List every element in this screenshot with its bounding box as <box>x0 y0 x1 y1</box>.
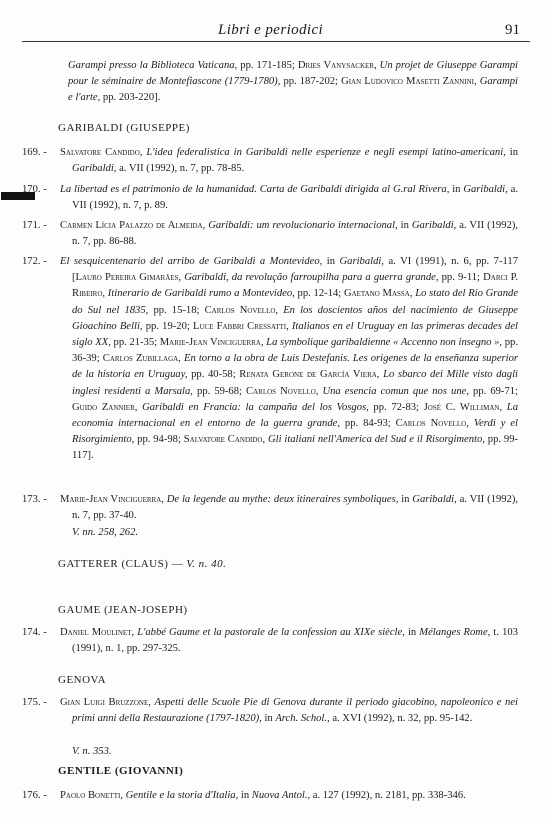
entry-text-part: Marie-Jean Vinciguerra, <box>159 337 267 349</box>
entry-172 <box>60 254 518 465</box>
entry-text-part: V. n. 353. <box>72 746 112 757</box>
entry-text-part: a. VII (1992), n. 7, pp. 86-88. <box>72 220 518 248</box>
entry-text-part: in <box>509 147 518 158</box>
entry-text-part: pp. 187-202; <box>283 76 342 88</box>
entry-text-part: Garibaldi en Francia: la campaña del los Vosgos, <box>142 401 374 413</box>
entry-text-part: Guido Zannier, <box>72 401 143 413</box>
entry-text-part: De la legende au mythe: deux itineraires symboliques, <box>166 494 402 505</box>
entry-text-part: in <box>326 256 340 267</box>
section-heading-garibaldi: GARIBALDI (GIUSEPPE) <box>58 122 190 134</box>
entry-text-part: Darci P. Ribeiro, <box>72 272 519 300</box>
entry-175 <box>60 695 518 727</box>
entry-176 <box>60 788 518 804</box>
entry-173 <box>60 492 518 524</box>
entry-text-part: Salvatore Candido, <box>60 147 147 158</box>
entry-number: 173. - <box>22 494 47 505</box>
entry-text-part: t. 103 (1991), n. 1, pp. 297-325. <box>72 627 518 655</box>
header-rule <box>22 41 530 42</box>
entry-text-part: pp. 72-83; <box>373 401 424 413</box>
entry-text-part: En torno a la obra de Luis Destefanis. Les origenes de la enseñanza superior de la historia en Uruguay, <box>72 353 519 381</box>
entry-text-part: a. 127 (1992), n. 2181, pp. 338-346. <box>312 790 466 801</box>
entry-text-part: Garibaldi: um revolucionario internacional, <box>208 220 401 231</box>
entry-text-part: Arch. Schol., <box>275 713 333 725</box>
entry-text-part: pp. 171-185; <box>240 60 298 71</box>
entry-text-part: in <box>264 713 276 725</box>
entry-173-see-also <box>72 525 372 541</box>
entry-text-part: Carlos Zubillaga, <box>102 353 184 365</box>
entry-text-part: Garibaldi, <box>411 220 460 231</box>
entry-number: 174. - <box>22 627 47 638</box>
section-heading-gentile: GENTILE (GIOVANNI) <box>58 765 184 777</box>
entry-text-part: pp. 12-14; <box>297 288 344 300</box>
entry-text-part: in <box>407 627 420 638</box>
entry-text-part: Itinerario de Garibaldi rumo a Montevideo, <box>107 288 298 300</box>
entry-text-part: Dries Vanysacker, <box>297 60 380 71</box>
entry-text-part: in <box>240 790 252 801</box>
entry-continuation <box>68 58 518 107</box>
entry-174 <box>60 625 518 657</box>
entry-text-part: Lauro Pereira Gimarães, <box>75 272 185 284</box>
entry-text-part: Carlos Novello, <box>395 418 474 430</box>
entry-text-part: Garibaldi, <box>463 184 511 195</box>
entry-number: 176. - <box>22 790 47 801</box>
entry-169 <box>60 145 518 177</box>
entry-text-part: Gian Ludovico Masetti Zannini, <box>341 76 480 88</box>
entry-text-part: V. n. 40. <box>186 558 227 570</box>
entry-text-part: Carlos Novello, <box>246 385 323 397</box>
entry-text-part: L'abbé Gaume et la pastorale de la confession au XIXe siècle, <box>137 627 408 638</box>
entry-text-part: pp. 203-220]. <box>102 92 161 104</box>
entry-text-part: Daniel Moulinet, <box>60 627 138 638</box>
entry-text-part: a. XVI (1992), n. 32, pp. 95-142. <box>332 713 473 725</box>
entry-text-part: pp. 94-98; <box>137 434 184 446</box>
entry-text-part: Italianos en el Uruguay en las primeras decades del siglo XX, <box>72 320 518 349</box>
entry-number: 170. - <box>22 184 47 195</box>
section-heading-genova: GENOVA <box>58 674 107 686</box>
running-header <box>22 0 530 42</box>
section-heading-gatterer <box>58 558 226 570</box>
section-heading-gaume: GAUME (JEAN-JOSEPH) <box>58 604 188 616</box>
entry-text-part: Garibaldi, <box>412 494 460 505</box>
entry-text-part: pp. 19-20; <box>145 320 193 332</box>
entry-text-part: a. VII (1992), n. 7, pp. 78-85. <box>119 163 245 175</box>
entry-text-part: pp. 40-58; <box>191 369 240 381</box>
running-title: Libri e periodici <box>218 22 324 38</box>
entry-text-part: La libertad es el patrimonio de la humanidad. Carta de Garibaldi dirigida al G.ral Rivera, <box>60 184 453 195</box>
entry-text-part: Garibaldi, da revolução farroupilha para a guerra grande, <box>184 272 442 284</box>
entry-text-part: La symbolique garibaldienne « Accenno non insegno », <box>266 337 505 349</box>
entry-text-part: Un projet de Giuseppe Garampi pour le séminaire de Montefiascone (1779-1780), <box>68 60 518 88</box>
entry-text-part: Gian Luigi Bruzzone, <box>60 697 155 708</box>
entry-text-part: Gentile e la storia d'Italia, <box>125 790 241 801</box>
entry-text-part: a. VII (1992), n. 7, p. 89. <box>72 184 518 212</box>
entry-text-part: Garibaldi, <box>72 163 120 175</box>
entry-text-part: José C. Williman, <box>423 401 507 413</box>
entry-text-part: Marie-Jean Vinciguerra, <box>60 494 167 505</box>
entry-text-part: Lo sbarco dei Mille visto dagli inglesi residenti a Marsala, <box>72 369 518 397</box>
entry-text-part: Gli italiani nell'America del Sud e il Risorgimento, <box>267 434 488 446</box>
entry-text-part: Paolo Bonetti, <box>60 790 126 801</box>
entry-text-part: Carmen Lícia Palazzo de Almeida, <box>60 220 209 231</box>
entry-175-see-also <box>72 744 372 760</box>
entry-text-part: pp. 99-117]. <box>72 434 519 462</box>
entry-text-part: Mélanges Rome, <box>419 627 494 638</box>
entry-text-part: in <box>401 494 413 505</box>
entry-text-part: GATTERER (CLAUS) — <box>58 558 187 570</box>
entry-text-part: pp. 36-39; <box>72 337 518 365</box>
entry-text-part: pp. 9-11; <box>441 272 484 284</box>
entry-text-part: Garampi presso la Biblioteca Vaticana, <box>68 60 241 71</box>
entry-text-part: Nuova Antol., <box>251 790 313 801</box>
page-number: 91 <box>505 22 520 38</box>
entry-text-part: Garibaldi, <box>339 256 389 267</box>
entry-text-part: V. nn. 258, 262. <box>72 527 139 538</box>
entry-170 <box>60 182 518 214</box>
entry-text-part: a. VI (1991), n. 6, pp. 7-117 [ <box>72 256 518 284</box>
entry-number: 172. - <box>22 256 47 267</box>
entry-text-part: pp. 21-35; <box>113 337 160 349</box>
entry-text-part: Lo stato del Rio Grande do Sul nel 1835, <box>72 288 519 316</box>
entry-text-part: pp. 59-68; <box>197 385 247 397</box>
entry-text-part: pp. 69-71; <box>473 385 518 397</box>
entry-text-part: Garampi e l'arte, <box>68 76 518 104</box>
entry-text-part: in <box>452 184 464 195</box>
entry-text-part: pp. 15-18; <box>153 304 205 316</box>
entry-text-part: pp. 84-93; <box>344 418 396 430</box>
entry-text-part: En los doscientos años del nacimiento de Giuseppe Gioachino Belli, <box>72 304 518 332</box>
entry-text-part: La economia internacional en el entorno de la guerra grande, <box>72 401 518 430</box>
entry-text-part: Una esencia comun que nos une, <box>322 385 474 397</box>
entry-number: 169. - <box>22 147 47 158</box>
entry-number: 171. - <box>22 220 47 231</box>
entry-text-part: L'idea federalistica in Garibaldi nelle esperienze e negli esempi latino-americani, <box>146 147 510 158</box>
entry-text-part: Carlos Novello, <box>204 304 284 316</box>
entry-text-part: a. VII (1992), n. 7, pp. 37-40. <box>72 494 519 522</box>
entry-text-part: in <box>400 220 412 231</box>
entry-171 <box>60 218 518 250</box>
entry-text-part: Gaetano Massa, <box>343 288 416 300</box>
entry-number: 175. - <box>22 697 47 708</box>
entry-text-part: El sesquicentenario del arribo de Garibaldi a Montevideo, <box>60 256 327 267</box>
entry-text-part: Verdi y el Risorgimiento, <box>72 418 518 446</box>
entry-text-part: Salvatore Candido, <box>183 434 268 446</box>
entry-text-part: Renata Gerone de García Viera, <box>239 369 384 381</box>
entry-text-part: Luce Fabbri Cressatti, <box>193 320 292 332</box>
entry-text-part: Aspetti delle Scuole Pie di Genova durante il periodo giacobino, napoleonico e nei primi anni della Restaurazione (1797-1820), <box>72 697 518 725</box>
